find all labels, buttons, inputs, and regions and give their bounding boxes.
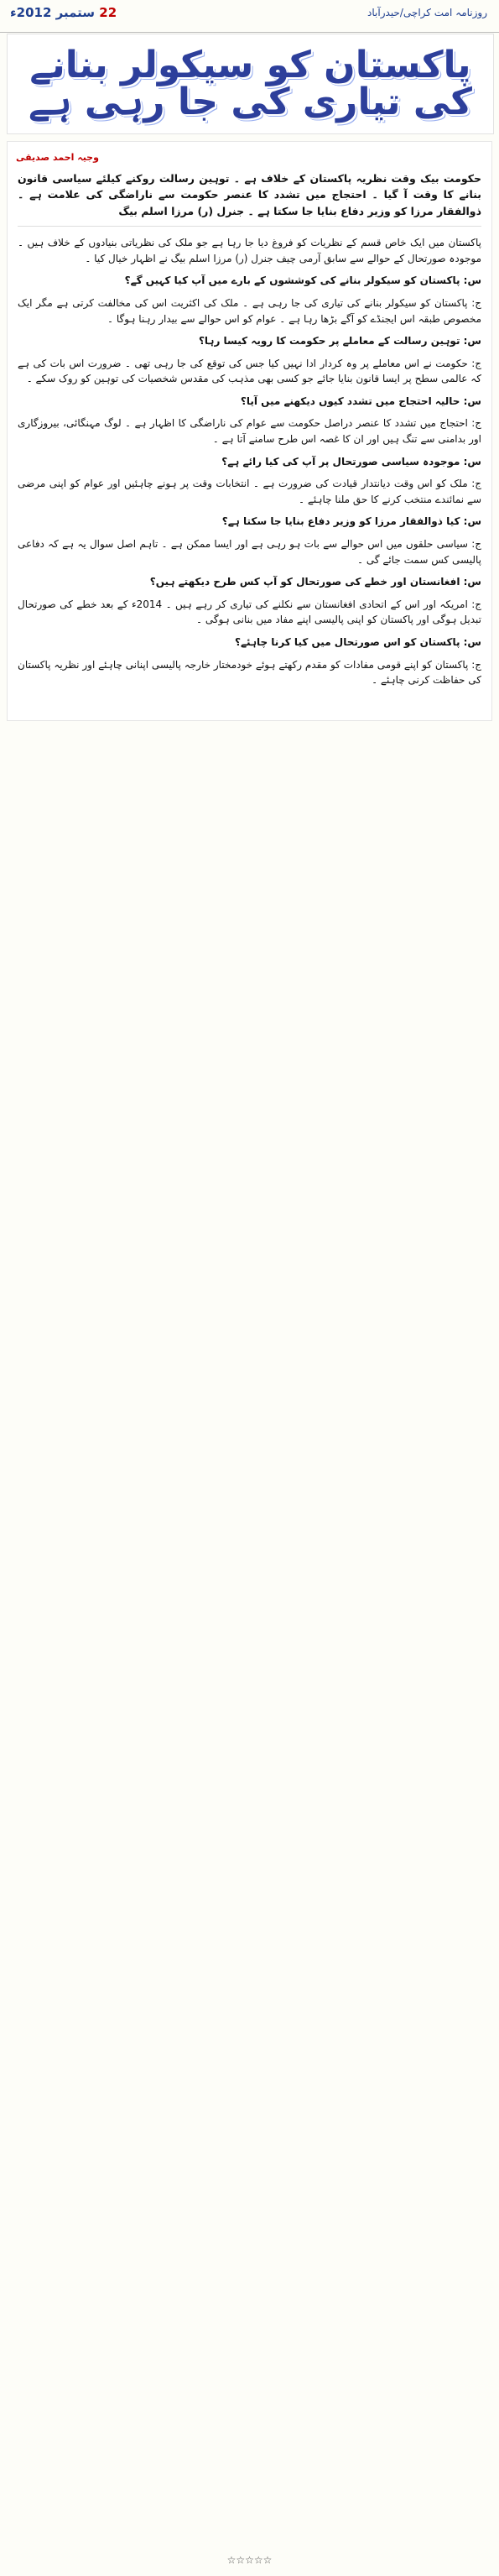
answer: ج: ملک کو اس وقت دیانتدار قیادت کی ضرورت ہے ۔ انتخابات وقت پر ہونے چاہئیں اور عوام کو اپنی مرضی سے نمائندے منتخب کرنے کا حق ملنا چاہئے ۔ (18, 478, 481, 505)
headline-banner (7, 34, 494, 134)
date-month-year: ستمبر 2012ء (10, 5, 96, 20)
stars-separator: ☆☆☆☆☆ (226, 2554, 273, 2566)
question: س: پاکستان کو اس صورتحال میں کیا کرنا چاہئے؟ (235, 636, 481, 648)
article-paragraph: پاکستان میں ایک خاص قسم کے نظریات کو فروغ دیا جا رہا ہے جو ملک کی نظریاتی بنیادوں کے خلاف ہیں ۔ موجودہ صورتحال کے حوالے سے سابق آرمی چیف جنرل (ر) مرزا اسلم بیگ نے اظہار خیال کیا ۔ (18, 237, 481, 264)
top-bar (0, 0, 499, 33)
article-content (7, 141, 492, 721)
answer: ج: احتجاج میں تشدد کا عنصر دراصل حکومت سے عوام کی ناراضگی کا اظہار ہے ۔ لوگ مہنگائی، بیروزگاری اور بدامنی سے تنگ ہیں اور ان کا غصہ اس طرح سامنے آتا ہے ۔ (18, 417, 481, 446)
author-byline: وجیہ احمد صدیقی (16, 152, 99, 163)
answer: ج: پاکستان کو اپنے قومی مفادات کو مقدم رکھتے ہوئے خودمختار خارجہ پالیسی اپنانی چاہئے اور نظریہ پاکستان کی حفاظت کرنی چاہئے ۔ (18, 658, 481, 687)
question: س: موجودہ سیاسی صورتحال پر آپ کی کیا رائے ہے؟ (221, 455, 481, 468)
date-day: 22 (99, 5, 117, 20)
newspaper-source: روزنامہ امت کراچی/حیدرآباد (367, 7, 487, 18)
question: س: حالیہ احتجاج میں تشدد کیوں دیکھنے میں آیا؟ (240, 394, 481, 407)
question: س: پاکستان کو سیکولر بنانے کی کوششوں کے بارے میں آپ کیا کہیں گے؟ (124, 274, 481, 287)
answer: ج: حکومت نے اس معاملے پر وہ کردار ادا نہیں کیا جس کی توقع کی جا رہی تھی ۔ ضرورت اس بات کی ہے کہ عالمی سطح پر ایسا قانون بنایا جائے جو کسی بھی مذہب کی مقدس شخصیات کی توہین کو روک سکے ۔ (18, 357, 481, 385)
footer-stars (0, 2554, 499, 2566)
publish-date (10, 5, 117, 20)
answer: ج: پاکستان کو سیکولر بنانے کی تیاری کی جا رہی ہے ۔ ملک کی اکثریت اس کی مخالفت کرتی ہے مگر ایک مخصوص طبقہ اس ایجنڈے کو آگے بڑھا رہا ہے ۔ عوام کو اس حوالے سے بیدار رہنا ہوگا ۔ (18, 296, 481, 325)
answer: ج: امریکہ اور اس کے اتحادی افغانستان سے نکلنے کی تیاری کر رہے ہیں ۔ 2014ء کے بعد خطے کی صورتحال تبدیل ہوگی اور پاکستان کو اپنی پالیسی اپنے مفاد میں بنانی ہوگی ۔ (18, 598, 481, 626)
article-lead: حکومت بیک وقت نظریہ پاکستان کے خلاف ہے ۔ توہین رسالت روکنے کیلئے سیاسی قانون بنانے کا وقت آ گیا ۔ احتجاج میں تشدد کا عنصر حکومت سے ناراضگی کی علامت ہے ۔ ذوالفقار مرزا کو وزیر دفاع بنایا جا سکتا ہے ۔ جنرل (ر) مرزا اسلم بیگ (18, 172, 481, 217)
question: س: افغانستان اور خطے کی صورتحال کو آپ کس طرح دیکھتے ہیں؟ (149, 576, 481, 588)
question: س: توہین رسالت کے معاملے پر حکومت کا رویہ کیسا رہا؟ (198, 335, 481, 347)
answer: ج: سیاسی حلقوں میں اس حوالے سے بات ہو رہی ہے اور ایسا ممکن ہے ۔ تاہم اصل سوال یہ ہے کہ دفاعی پالیسی کس سمت جائے گی ۔ (18, 538, 481, 566)
lead-divider (18, 226, 481, 227)
question: س: کیا ذوالفقار مرزا کو وزیر دفاع بنایا جا سکتا ہے؟ (221, 515, 481, 528)
headline-title: پاکستان کو سیکولر بنانے کی تیاری کی جا رہی ہے (29, 44, 472, 123)
